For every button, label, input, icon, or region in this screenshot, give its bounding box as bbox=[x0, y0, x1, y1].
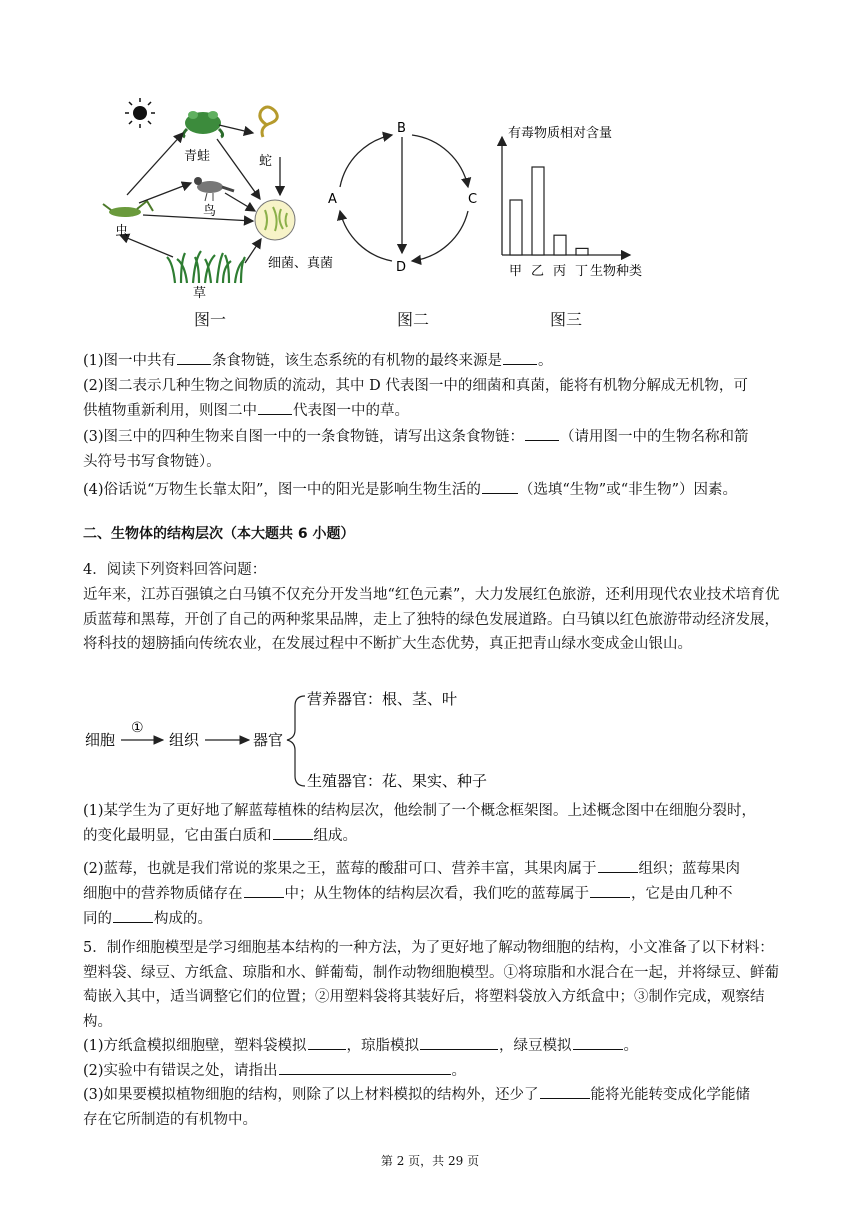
q4-part2-line3: 同的 构成的。 bbox=[83, 911, 212, 927]
figure-1-caption: 图一 bbox=[194, 310, 227, 329]
label-grass: 草 bbox=[193, 286, 207, 301]
bar-3 bbox=[554, 235, 566, 255]
diagram-vegetative-organs: 营养器官：根、茎、叶 bbox=[307, 690, 458, 708]
q5-part1: (1)方纸盒模拟细胞壁，塑料袋模拟 ，琼脂模拟 ，绿豆模拟 。 bbox=[83, 1038, 639, 1054]
grass-icon bbox=[167, 251, 245, 283]
section-2-heading: 二、生物体的结构层次（本大题共 6 小题） bbox=[83, 526, 355, 542]
figure-3-caption: 图三 bbox=[550, 310, 583, 329]
answer-blank[interactable] bbox=[279, 1061, 451, 1075]
x-tick-label: 乙 bbox=[531, 264, 545, 279]
answer-blank[interactable] bbox=[177, 351, 211, 365]
q3-part3-line1: (3)图三中的四种生物来自图一中的一条食物链，请写出这条食物链： （请用图一中的生物名称和箭 bbox=[83, 429, 749, 445]
decomposer-icon bbox=[255, 200, 295, 240]
q5-part3-line2: 存在它所制造的有机物中。 bbox=[83, 1112, 257, 1128]
answer-blank[interactable] bbox=[258, 401, 292, 415]
q4-part2-line1: (2)蓝莓，也就是我们常说的浆果之王，蓝莓的酸甜可口、营养丰富，其果肉属于 组织；蓝莓果肉 bbox=[83, 861, 741, 877]
answer-blank[interactable] bbox=[113, 909, 153, 923]
label-snake: 蛇 bbox=[259, 154, 273, 169]
answer-blank[interactable] bbox=[420, 1036, 498, 1050]
q4-passage: 近年来，江苏百强镇之白马镇不仅充分开发当地“红色元素”，大力发展红色旅游，还利用现代农业技术培育优质蓝莓和黑莓，开创了自己的两种浆果品牌，走上了独特的绿色发展道路。白马镇以红色旅游带动经济发展，将科技的翅膀插向传统农业，在发展过程中不断扩大生态优势，真正把青山绿水变成金山银山。 bbox=[83, 587, 780, 652]
node-d: D bbox=[396, 260, 407, 275]
node-b: B bbox=[397, 121, 406, 136]
answer-blank[interactable] bbox=[273, 826, 313, 840]
label-frog: 青蛙 bbox=[184, 149, 211, 164]
x-axis-label: 生物种类 bbox=[590, 264, 643, 279]
sun-icon bbox=[125, 98, 155, 128]
bar-1 bbox=[510, 200, 522, 255]
answer-blank[interactable] bbox=[540, 1085, 590, 1099]
arrow-b-to-c bbox=[412, 135, 468, 187]
q5-intro: 5．制作细胞模型是学习细胞基本结构的一种方法，为了更好地了解动物细胞的结构，小文准备了以下材料：塑料袋、绿豆、方纸盒、琼脂和水、鲜葡萄，制作动物细胞模型。①将琼脂和水混合在一起，并将绿豆、鲜葡萄嵌入其中，适当调整它们的位置；②用塑料袋将其装好后，将塑料袋放入方纸盒中；③制作完成，观察结构。 bbox=[83, 940, 779, 1030]
snake-icon bbox=[260, 107, 277, 137]
frog-icon bbox=[183, 111, 222, 137]
figure-2-cycle-diagram bbox=[320, 115, 490, 280]
answer-blank[interactable] bbox=[525, 427, 559, 441]
figure-2-caption: 图二 bbox=[397, 310, 430, 329]
answer-blank[interactable] bbox=[590, 884, 630, 898]
q4-intro: 4．阅读下列资料回答问题： bbox=[83, 562, 267, 578]
x-tick-label: 甲 bbox=[509, 264, 523, 279]
figure-1-food-web bbox=[95, 95, 345, 305]
arrow-c-to-d bbox=[412, 211, 468, 261]
y-axis-label: 有毒物质相对含量 bbox=[508, 126, 613, 141]
bar-2 bbox=[532, 167, 544, 255]
page-footer: 第 2 页，共 29 页 bbox=[380, 1154, 480, 1168]
q4-part1-line1: (1)某学生为了更好地了解蓝莓植株的结构层次，他绘制了一个概念框架图。上述概念图中在细胞分裂时， bbox=[83, 803, 757, 819]
q5-part2: (2)实验中有错误之处，请指出 。 bbox=[83, 1063, 467, 1079]
diagram-step-1: ① bbox=[131, 720, 144, 736]
q3-part4: (4)俗话说“万物生长靠太阳”，图一中的阳光是影响生物生活的 （选填“生物”或“非生物”）因素。 bbox=[83, 482, 738, 498]
node-c: C bbox=[468, 192, 478, 207]
diagram-brace bbox=[287, 696, 305, 786]
q4-part1-line2: 的变化最明显，它由蛋白质和 组成。 bbox=[83, 828, 357, 844]
q5-part3-line1: (3)如果要模拟植物细胞的结构，则除了以上材料模拟的结构外，还少了 能将光能转变成化学能储 bbox=[83, 1087, 751, 1103]
bird-icon bbox=[194, 177, 234, 201]
diagram-organ: 器官 bbox=[253, 731, 284, 749]
x-tick-label: 丁 bbox=[575, 264, 589, 279]
q4-concept-diagram bbox=[83, 684, 503, 804]
answer-blank[interactable] bbox=[573, 1036, 623, 1050]
label-insect: 虫 bbox=[115, 224, 129, 239]
diagram-reproductive-organs: 生殖器官：花、果实、种子 bbox=[307, 772, 488, 790]
diagram-cell: 细胞 bbox=[85, 731, 116, 749]
label-decomposer: 细菌、真菌 bbox=[268, 256, 334, 271]
bar-4 bbox=[576, 248, 588, 255]
figure-3-bar-chart bbox=[490, 115, 650, 280]
answer-blank[interactable] bbox=[503, 351, 537, 365]
q3-part2-line1: (2)图二表示几种生物之间物质的流动，其中 D 代表图一中的细菌和真菌，能将有机物分解成无机物，可 bbox=[83, 378, 748, 394]
diagram-tissue: 组织 bbox=[169, 731, 200, 749]
q3-part1: (1)图一中共有 条食物链，该生态系统的有机物的最终来源是 。 bbox=[83, 353, 553, 369]
node-a: A bbox=[328, 192, 337, 207]
arrow-a-to-b bbox=[340, 135, 392, 187]
answer-blank[interactable] bbox=[308, 1036, 346, 1050]
q3-part3-line2: 头符号书写食物链）。 bbox=[83, 454, 221, 470]
x-tick-label: 丙 bbox=[553, 264, 567, 279]
q3-part2-line2: 供植物重新利用，则图二中 代表图一中的草。 bbox=[83, 403, 409, 419]
arrow-d-to-a bbox=[340, 211, 392, 261]
answer-blank[interactable] bbox=[598, 859, 638, 873]
label-bird: 鸟 bbox=[203, 204, 217, 219]
q4-part2-line2: 细胞中的营养物质储存在 中；从生物体的结构层次看，我们吃的蓝莓属于 ，它是由几种不 bbox=[83, 886, 733, 902]
answer-blank[interactable] bbox=[244, 884, 284, 898]
answer-blank[interactable] bbox=[482, 480, 518, 494]
